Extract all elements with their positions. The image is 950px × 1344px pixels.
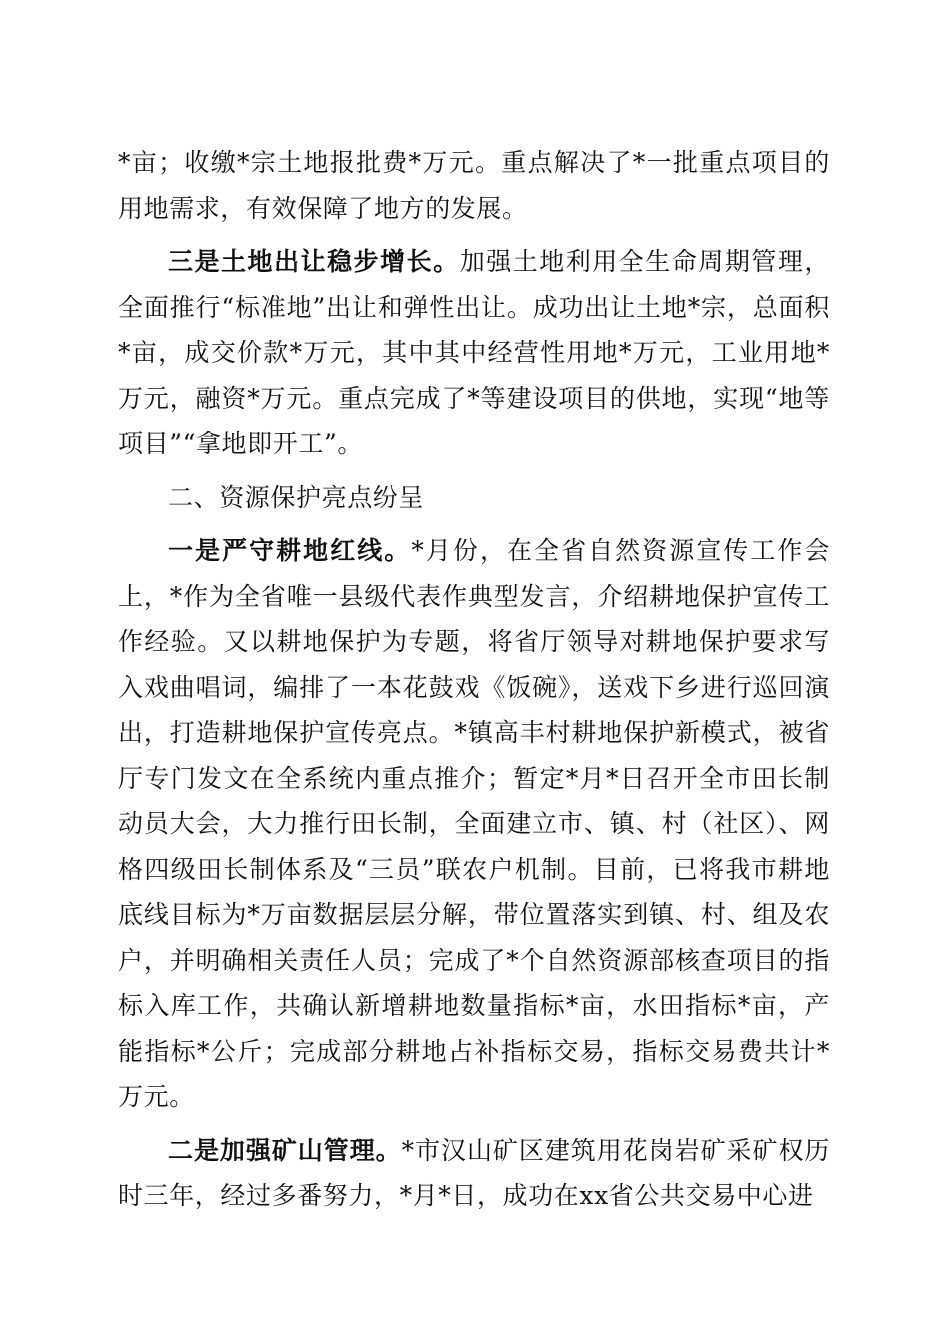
paragraph-text: *亩；收缴*宗土地报批费*万元。重点解决了*一批重点项目的用地需求，有效保障了地方的发展。 — [118, 148, 830, 223]
paragraph-lead: 一是严守耕地红线。 — [168, 536, 412, 565]
paragraph-lead: 二是加强矿山管理。 — [168, 1135, 402, 1165]
document-body — [118, 140, 830, 1219]
paragraph-text: *市汉山矿区建筑用花岗岩矿采矿权历时三年，经过多番努力，*月*日，成功在xx省公共交易中心进 — [118, 1135, 831, 1210]
paragraph-land-transfer — [118, 239, 830, 467]
paragraph-mine-management — [118, 1128, 830, 1219]
paragraph-text: 加强土地利用全生命周期管理，全面推行“标准地”出让和弹性出让。成功出让土地*宗，总面积*亩，成交价款*万元，其中其中经营性用地*万元，工业用地*万元，融资*万元。重点完成了*等建设项目的供地，实现“地等项目”“拿地即开工”。 — [118, 247, 830, 458]
section-heading-resource-protection: 二、资源保护亮点纷呈 — [168, 482, 425, 512]
paragraph-land-approval-fees — [118, 140, 830, 231]
paragraph-text: *月份，在全省自然资源宣传工作会上，*作为全省唯一县级代表作典型发言，介绍耕地保护宣传工作经验。又以耕地保护为专题，将省厅领导对耕地保护要求写入戏曲唱词，编排了一本花鼓戏《饭碗》，送戏下乡进行巡回演出，打造耕地保护宣传亮点。*镇高丰村耕地保护新模式，被省厅专门发文在全系统内重点推介；暂定*月*日召开全市田长制动员大会，大力推行田长制，全面建立市、镇、村（社区）、网格四级田长制体系及“三员”联农户机制。目前，已将我市耕地底线目标为*万亩数据层层分解，带位置落实到镇、村、组及农户，并明确相关责任人员；完成了*个自然资源部核查项目的指标入库工作，共确认新增耕地数量指标*亩，水田指标*亩，产能指标*公斤；完成部分耕地占补指标交易，指标交易费共计*万元。 — [118, 536, 830, 1111]
paragraph-lead: 三是土地出让稳步增长。 — [168, 247, 460, 276]
paragraph-farmland-protection — [118, 528, 830, 1120]
